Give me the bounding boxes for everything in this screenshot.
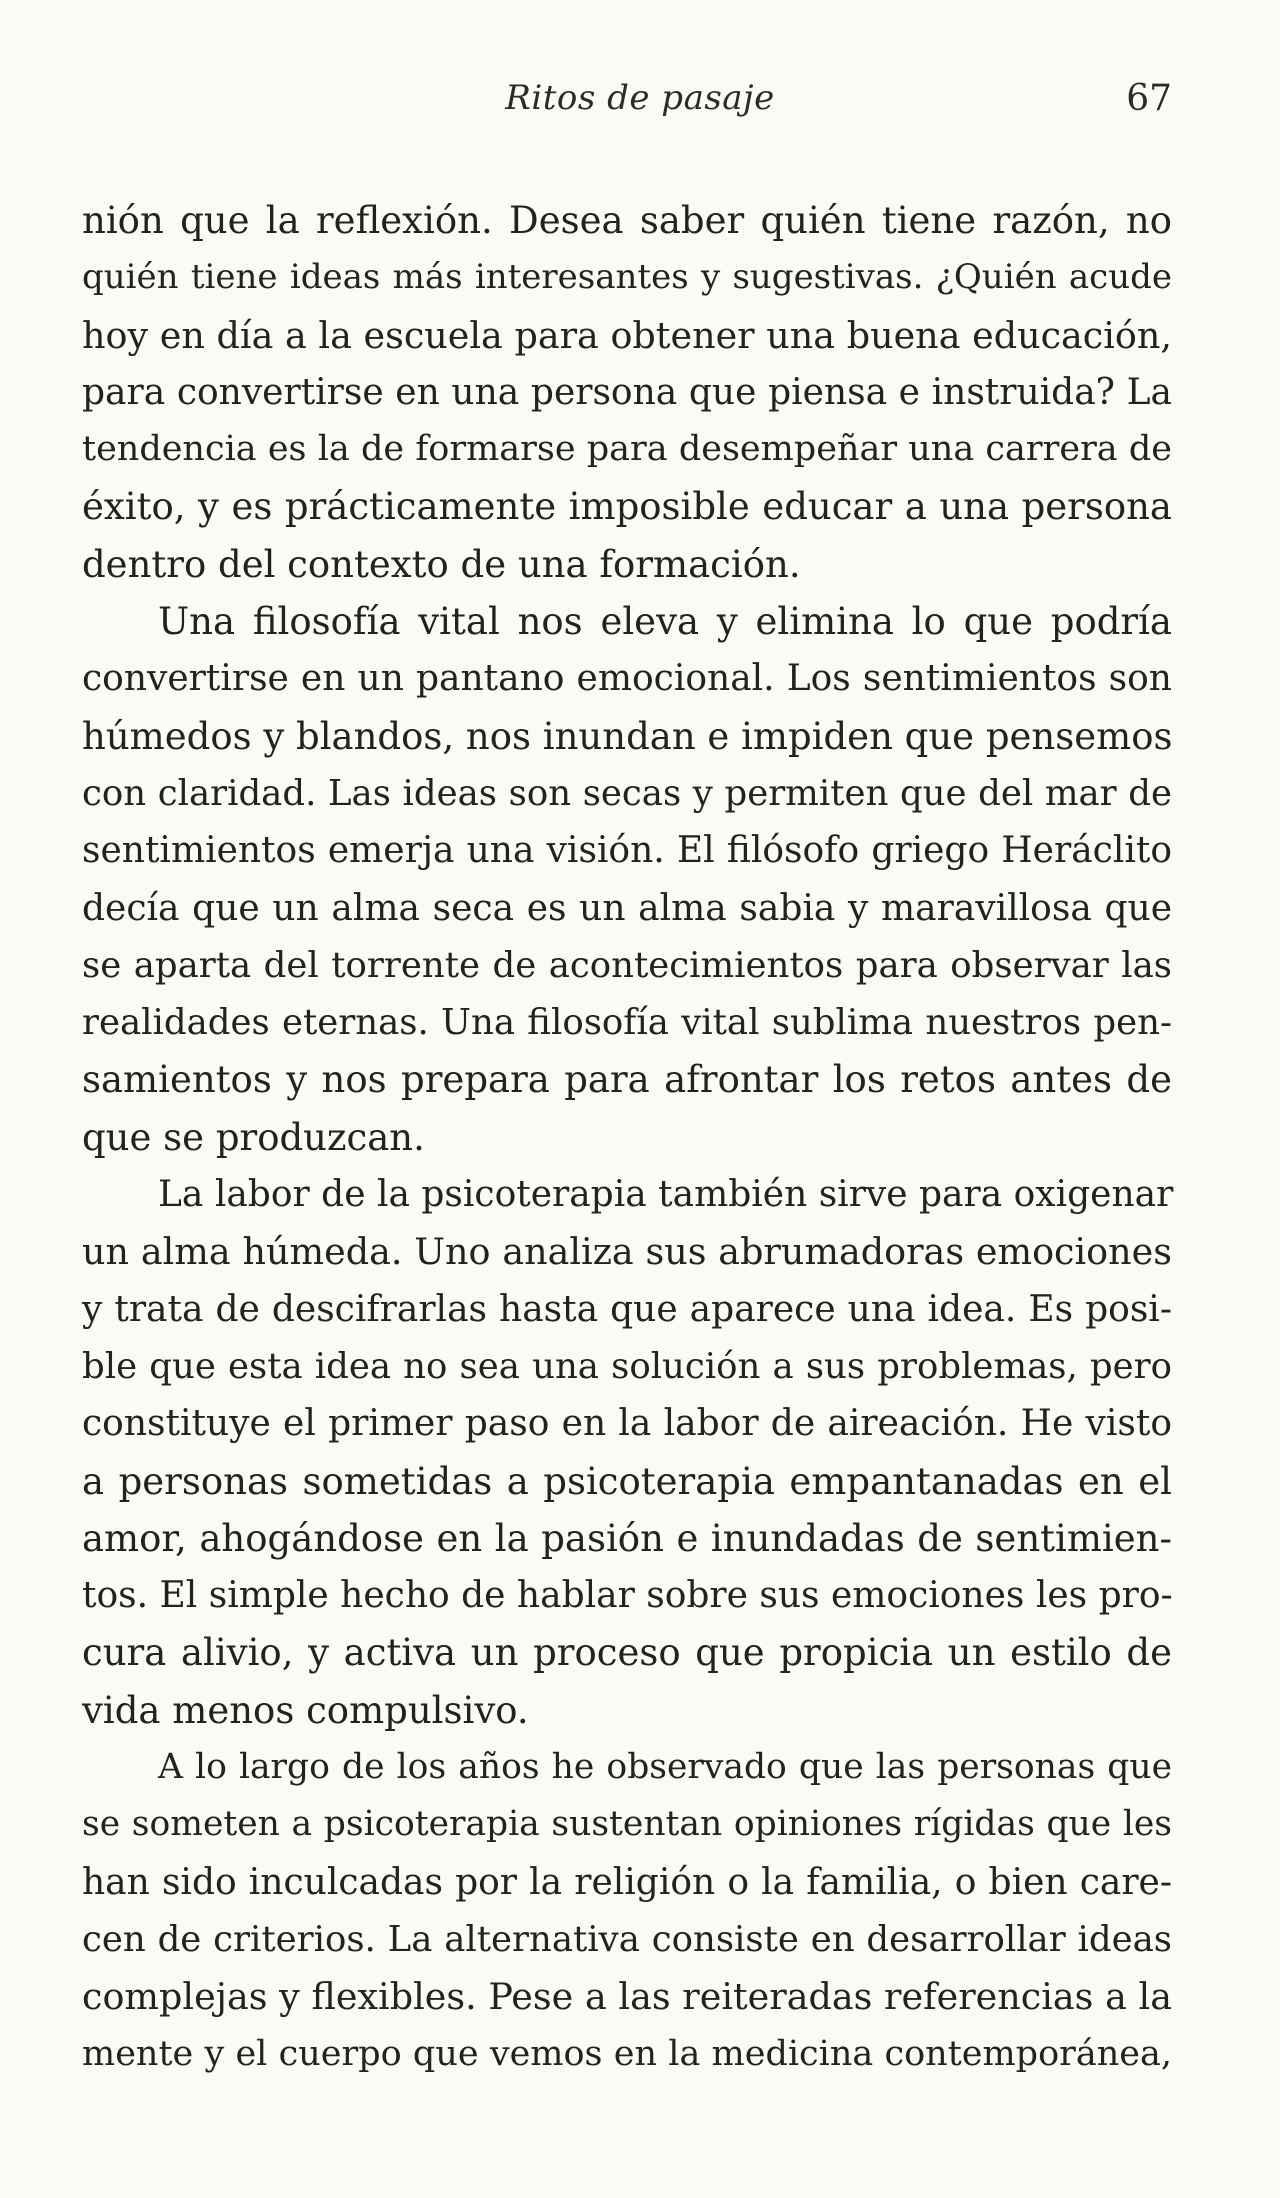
text-line: decía que un alma seca es un alma sabia y maravillosa que bbox=[82, 887, 1172, 929]
text-line: tendencia es la de formarse para desempeñar una carrera de bbox=[82, 429, 1172, 470]
text-line: quién tiene ideas más interesantes y sugestivas. ¿Quién acude bbox=[82, 257, 1172, 298]
text-line: constituye el primer paso en la labor de aireación. He visto bbox=[82, 1403, 1172, 1445]
text-line: cen de criterios. La alternativa consiste en desarrollar ideas bbox=[82, 1918, 1172, 1960]
running-title: Ritos de pasaje bbox=[505, 78, 775, 118]
text-line: que se produzcan. bbox=[82, 1115, 425, 1159]
text-line: éxito, y es prácticamente imposible educar a una persona bbox=[82, 485, 1172, 529]
text-line: tos. El simple hecho de hablar sobre sus emociones les pro- bbox=[82, 1575, 1173, 1617]
text-line: A lo largo de los años he observado que las personas que bbox=[158, 1747, 1172, 1788]
text-line: han sido inculcadas por la religión o la familia, o bien care- bbox=[82, 1861, 1172, 1903]
text-line: complejas y flexibles. Pese a las reiteradas referencias a la bbox=[82, 1975, 1172, 2019]
paragraph-1 bbox=[82, 192, 1172, 593]
page-number: 67 bbox=[1126, 78, 1172, 119]
text-line: un alma húmeda. Uno analiza sus abrumadoras emociones bbox=[82, 1230, 1172, 1274]
paragraph-2 bbox=[82, 593, 1172, 1166]
text-line: amor, ahogándose en la pasión e inundadas de sentimien- bbox=[82, 1516, 1172, 1560]
text-line: con claridad. Las ideas son secas y permiten que del mar de bbox=[82, 772, 1172, 814]
text-line: ble que esta idea no sea una solución a sus problemas, pero bbox=[82, 1345, 1172, 1387]
text-line: húmedos y blandos, nos inundan e impiden que pensemos bbox=[82, 714, 1173, 758]
text-line: nión que la reflexión. Desea saber quién tiene razón, no bbox=[82, 199, 1172, 242]
text-line: hoy en día a la escuela para obtener una buena educación, bbox=[82, 313, 1172, 357]
running-head bbox=[0, 78, 1280, 128]
text-line: dentro del contexto de una formación. bbox=[82, 542, 801, 586]
text-line: realidades eternas. Una filosofía vital sublima nuestros pen- bbox=[82, 1002, 1172, 1044]
text-line: La labor de la psicoterapia también sirve para oxigenar bbox=[158, 1174, 1174, 1216]
body-text bbox=[82, 192, 1172, 2083]
text-line: se someten a psicoterapia sustentan opiniones rígidas que les bbox=[82, 1804, 1172, 1845]
text-line: y trata de descifrarlas hasta que aparece una idea. Es posi- bbox=[82, 1288, 1172, 1330]
text-line: convertirse en un pantano emocional. Los sentimientos son bbox=[82, 658, 1172, 700]
text-line: sentimientos emerja una visión. El filósofo griego Heráclito bbox=[82, 830, 1172, 872]
text-line: vida menos compulsivo. bbox=[82, 1688, 529, 1732]
text-line: samientos y nos prepara para afrontar los retos antes de bbox=[82, 1058, 1172, 1102]
paragraph-3 bbox=[82, 1166, 1172, 1739]
text-line: a personas sometidas a psicoterapia empantanadas en el bbox=[82, 1459, 1172, 1503]
text-line: para convertirse en una persona que piensa e instruida? La bbox=[82, 371, 1172, 413]
text-line: Una filosofía vital nos eleva y elimina lo que podría bbox=[158, 600, 1172, 644]
paragraph-4 bbox=[82, 1739, 1172, 2083]
text-line: se aparta del torrente de acontecimientos para observar las bbox=[82, 944, 1172, 986]
text-line: cura alivio, y activa un proceso que propicia un estilo de bbox=[82, 1631, 1172, 1675]
text-line: mente y el cuerpo que vemos en la medicina contemporánea, bbox=[82, 2033, 1172, 2074]
